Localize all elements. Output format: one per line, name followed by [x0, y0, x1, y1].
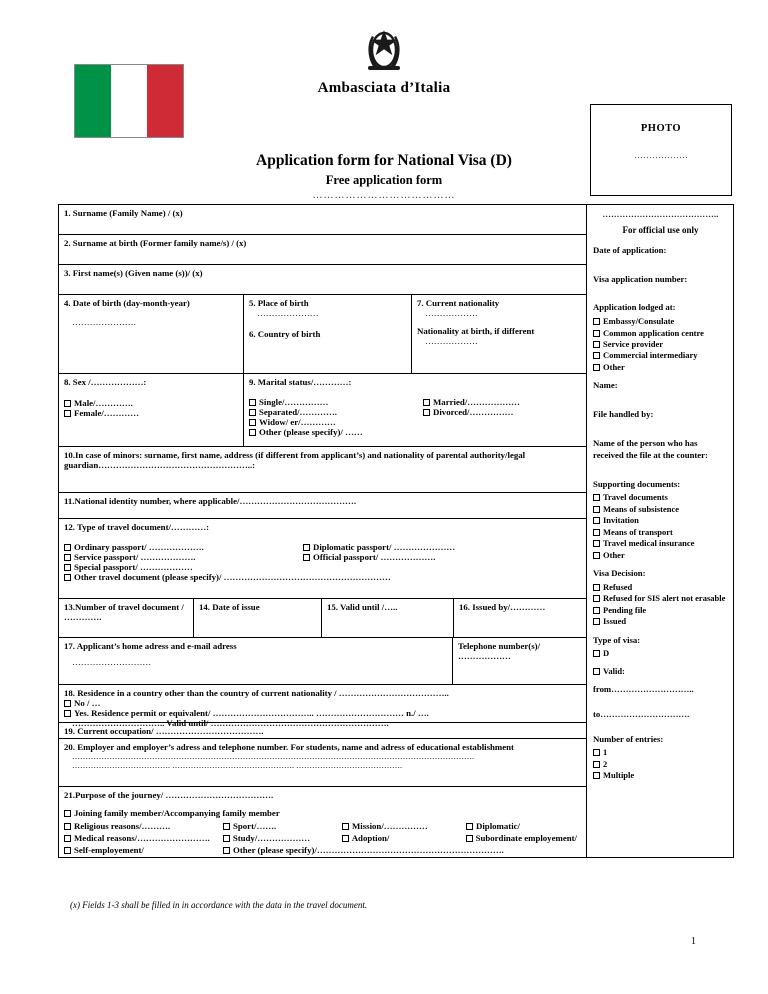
checkbox-official-passport[interactable]: Official passport/ ………………. — [303, 552, 435, 562]
checkbox-diplomatic[interactable]: Diplomatic/ — [466, 821, 520, 831]
checkbox-subordinate-employment[interactable]: Subordinate employement/ — [466, 833, 577, 843]
label-file-handled-by: File handled by: — [593, 409, 654, 420]
checkbox-icon[interactable] — [593, 529, 600, 536]
checkbox-mission[interactable]: Mission/…………… — [342, 821, 462, 831]
field-employer[interactable]: 20. Employer and employer’s adress and telephone number. For students, name and adress of educational establishment ……………………………………………………………………………………………………………………………………. ………………………………. ………………………………………. …………………………………. — [59, 739, 586, 787]
field-telephone-number[interactable]: Telephone number(s)/ ……………… — [458, 641, 541, 661]
label-type-of-visa: Type of visa: — [593, 634, 641, 645]
checkbox-embassy-consulate[interactable]: Embassy/Consulate — [593, 316, 728, 327]
residence-valid-until: ………………………….. Valid until/ ……………………………………………………. — [72, 718, 389, 728]
supporting-documents-options — [593, 492, 728, 561]
form-title: Application form for National Visa (D) — [256, 152, 512, 169]
checkbox-diplomatic-passport[interactable]: Diplomatic passport/ ………………… — [303, 542, 455, 552]
sex-marital-group — [59, 374, 586, 447]
checkbox-study[interactable]: Study/……………… — [223, 833, 338, 843]
field-surname[interactable]: 1. Surname (Family Name) / (x) — [59, 205, 586, 235]
label-date-of-application: Date of application: — [593, 245, 667, 256]
checkbox-married[interactable]: Married/……………… — [423, 397, 520, 407]
field-issued-by[interactable]: 16. Issued by/………… — [459, 602, 546, 612]
checkbox-icon[interactable] — [64, 574, 71, 581]
checkbox-icon[interactable] — [593, 330, 600, 337]
page-header — [0, 0, 768, 120]
label-valid-from: from……………………….. — [593, 684, 694, 695]
checkbox-icon[interactable] — [593, 552, 600, 559]
checkbox-icon[interactable] — [64, 400, 71, 407]
checkbox-icon[interactable] — [223, 847, 230, 854]
visa-validity — [593, 666, 728, 677]
checkbox-service-provider[interactable]: Service provider — [593, 339, 728, 350]
checkbox-commercial-intermediary[interactable]: Commercial intermediary — [593, 350, 728, 361]
field-date-of-birth[interactable]: 4. Date of birth (day-month-year) …………………. — [59, 295, 244, 373]
checkbox-invitation[interactable]: Invitation — [593, 515, 728, 526]
checkbox-icon[interactable] — [466, 823, 473, 830]
official-use-title: For official use only — [622, 225, 699, 236]
form-subtitle: Free application form — [325, 173, 443, 187]
label-number-of-entries: Number of entries: — [593, 733, 664, 744]
checkbox-icon[interactable] — [64, 847, 71, 854]
italian-emblem-icon — [0, 26, 768, 79]
checkbox-icon[interactable] — [593, 540, 600, 547]
field-first-names[interactable]: 3. First name(s) (Given name (s))/ (x) — [59, 265, 586, 295]
label-valid-to: to…………………………. — [593, 708, 690, 719]
checkbox-icon[interactable] — [64, 564, 71, 571]
checkbox-valid[interactable]: Valid: — [593, 666, 728, 677]
field-travel-document-number[interactable]: 13.Number of travel document / …………. — [59, 599, 194, 637]
page-number: 1 — [691, 936, 696, 947]
checkbox-icon[interactable] — [593, 584, 600, 591]
checkbox-widow[interactable]: Widow/ er/………… — [249, 417, 336, 427]
field-national-identity-number[interactable]: 11.National identity number, where applicable/…………………………………. — [59, 493, 586, 519]
checkbox-religious[interactable]: Religious reasons/………. — [64, 821, 219, 831]
checkbox-adoption[interactable]: Adoption/ — [342, 833, 462, 843]
checkbox-common-application-centre[interactable]: Common application centre — [593, 328, 728, 339]
checkbox-entries-2[interactable]: 2 — [593, 759, 728, 770]
field-current-nationality[interactable]: 7. Current nationality ……………… Nationality at birth, if different ……………… — [417, 298, 535, 346]
checkbox-icon[interactable] — [64, 544, 71, 551]
label-name: Name: — [593, 380, 618, 391]
checkbox-icon[interactable] — [223, 823, 230, 830]
checkbox-means-of-subsistence[interactable]: Means of subsistence — [593, 504, 728, 515]
checkbox-icon[interactable] — [64, 554, 71, 561]
field-home-address-email[interactable]: 17. Applicant’s home adress and e-mail adress ……………………… — [59, 638, 453, 684]
checkbox-icon[interactable] — [64, 835, 71, 842]
photo-label: PHOTO — [640, 123, 682, 134]
entries-options — [593, 747, 728, 781]
field-sex[interactable]: 8. Sex /………………: Male/…………. Female/………… — [59, 374, 244, 446]
travel-document-details-group — [59, 599, 586, 638]
checkbox-icon[interactable] — [64, 810, 71, 817]
checkbox-icon[interactable] — [223, 835, 230, 842]
field-type-of-travel-document[interactable]: 12. Type of travel document/…………: Ordinary passport/ ………………. Diplomatic passport/ ………………… Service passport/ ………………. Official passport/ ………………. Special passport/ ……………… Other travel document (please specify)/ ………………………………………………… — [59, 519, 586, 599]
checkbox-icon[interactable] — [593, 517, 600, 524]
checkbox-icon[interactable] — [64, 710, 71, 717]
birth-nationality-group — [59, 295, 586, 374]
checkbox-icon[interactable] — [64, 823, 71, 830]
checkbox-icon[interactable] — [249, 399, 256, 406]
checkbox-icon[interactable] — [466, 835, 473, 842]
checkbox-lodged-other[interactable]: Other — [593, 362, 728, 373]
form-title-dots: ………………………………… — [312, 190, 456, 201]
checkbox-entries-multiple[interactable]: Multiple — [593, 770, 728, 781]
checkbox-sport[interactable]: Sport/……. — [223, 821, 338, 831]
field-place-country-of-birth[interactable]: 5. Place of birth ………………… 6. Country of birth — [244, 295, 412, 373]
form-body — [58, 204, 734, 858]
type-of-visa-options — [593, 648, 728, 659]
checkbox-icon[interactable] — [593, 494, 600, 501]
photo-box — [590, 104, 732, 196]
checkbox-icon[interactable] — [593, 668, 600, 675]
footnote: (x) Fields 1-3 shall be filled in in accordance with the data in the travel document. — [70, 900, 368, 910]
checkbox-medical[interactable]: Medical reasons/……………………. — [64, 833, 219, 843]
lodged-at-options — [593, 316, 728, 373]
checkbox-supporting-other[interactable]: Other — [593, 550, 728, 561]
checkbox-icon[interactable] — [249, 419, 256, 426]
field-marital-status[interactable]: 9. Marital status/…………: Single/…………… Married/……………… Separated/…………. Divorced/…………… Widow/ er/………… Other (please specify)/ …… — [249, 377, 520, 437]
label-received-file-at-counter: Name of the person who has received the file at the counter: — [593, 437, 708, 461]
checkbox-joining-family[interactable]: Joining family member/Accompanying family member — [64, 808, 280, 818]
checkbox-ordinary-passport[interactable]: Ordinary passport/ ………………. — [64, 542, 299, 552]
checkbox-female[interactable]: Female/………… — [64, 408, 139, 418]
checkbox-entries-1[interactable]: 1 — [593, 747, 728, 758]
checkbox-special-passport[interactable]: Special passport/ ……………… — [64, 562, 193, 572]
checkbox-travel-documents[interactable]: Travel documents — [593, 492, 728, 503]
checkbox-residence-no[interactable]: No / … — [64, 698, 100, 708]
label-application-lodged-at: Application lodged at: — [593, 302, 676, 313]
checkbox-self-employment[interactable]: Self-employement/ — [64, 845, 219, 855]
checkbox-icon[interactable] — [342, 835, 349, 842]
field-date-of-issue[interactable]: 14. Date of issue — [194, 599, 322, 637]
label-visa-decision: Visa Decision: — [593, 568, 646, 579]
checkbox-purpose-other[interactable]: Other (please specify)/………………………………………………………. — [223, 845, 504, 855]
checkbox-separated[interactable]: Separated/…………. — [249, 407, 419, 417]
visa-decision-options — [593, 582, 728, 628]
checkbox-icon[interactable] — [249, 429, 256, 436]
checkbox-other-travel-document[interactable]: Other travel document (please specify)/ ………………………………………………… — [64, 572, 391, 582]
checkbox-icon[interactable] — [303, 544, 310, 551]
checkbox-means-of-transport[interactable]: Means of transport — [593, 527, 728, 538]
field-purpose-of-journey[interactable]: 21.Purpose of the journey/ ………………………………. Joining family member/Accompanying family member Religious reasons/………. Sport/……. Mission/…………… Diplomatic/ Medical reasons/……………………. Study/……………… Adoption/ Subordinate employement/ Self-employement/ Other (please specify)/………………………………………………………. — [64, 790, 577, 855]
checkbox-icon[interactable] — [593, 318, 600, 325]
checkbox-icon[interactable] — [64, 700, 71, 707]
checkbox-refused[interactable]: Refused — [593, 582, 728, 593]
field-surname-at-birth[interactable]: 2. Surname at birth (Former family name/s) / (x) — [59, 235, 586, 265]
checkbox-issued[interactable]: Issued — [593, 616, 728, 627]
checkbox-icon[interactable] — [593, 749, 600, 756]
embassy-title: Ambasciata d’Italia — [317, 80, 451, 96]
checkbox-icon[interactable] — [593, 650, 600, 657]
checkbox-icon[interactable] — [593, 618, 600, 625]
checkbox-divorced[interactable]: Divorced/…………… — [423, 407, 513, 417]
checkbox-icon[interactable] — [593, 772, 600, 779]
checkbox-icon[interactable] — [64, 410, 71, 417]
field-residence-other-country[interactable]: 18. Residence in a country other than the country of current nationality / ……………………………….. No / … Yes. Residence permit or equivalent/ …………………………….. ………………………… n./ …. ………………………….. Valid until/ ……………………………………………………. — [59, 685, 586, 723]
checkbox-icon[interactable] — [342, 823, 349, 830]
checkbox-icon[interactable] — [593, 595, 600, 602]
checkbox-icon[interactable] — [593, 607, 600, 614]
checkbox-marital-other[interactable]: Other (please specify)/ …… — [249, 427, 363, 437]
checkbox-service-passport[interactable]: Service passport/ ………………. — [64, 552, 299, 562]
field-minors-guardian[interactable]: 10.In case of minors: surname, first name, address (if different from applicant’s) and nationality of parental authority/legal guardian……………………………………………..: — [59, 447, 586, 493]
checkbox-icon[interactable] — [423, 409, 430, 416]
label-visa-application-number: Visa application number: — [593, 273, 688, 284]
checkbox-residence-yes[interactable]: Yes. Residence permit or equivalent/ …………………………….. ………………………… n./ …. — [64, 708, 429, 718]
official-use-section — [587, 205, 733, 857]
checkbox-icon[interactable] — [593, 761, 600, 768]
checkbox-travel-medical-insurance[interactable]: Travel medical insurance — [593, 538, 728, 549]
checkbox-male[interactable]: Male/…………. — [64, 398, 133, 408]
checkbox-single[interactable]: Single/…………… — [249, 397, 419, 407]
checkbox-icon[interactable] — [593, 341, 600, 348]
field-valid-until[interactable]: 15. Valid until /….. — [322, 599, 454, 637]
official-dots: ………………………………….. — [602, 210, 719, 219]
address-phone-group — [59, 638, 586, 685]
checkbox-visa-type-d[interactable]: D — [593, 648, 728, 659]
field-current-occupation[interactable]: 19. Current occupation/ ………………………………. — [59, 723, 586, 739]
label-supporting-documents: Supporting documents: — [593, 478, 681, 489]
checkbox-refused-sis-alert[interactable]: Refused for SIS alert not erasable — [593, 593, 728, 604]
photo-dots: ……………… — [634, 150, 688, 160]
checkbox-icon[interactable] — [423, 399, 430, 406]
checkbox-icon[interactable] — [593, 364, 600, 371]
applicant-section — [59, 205, 587, 857]
checkbox-pending-file[interactable]: Pending file — [593, 605, 728, 616]
checkbox-icon[interactable] — [593, 352, 600, 359]
checkbox-icon[interactable] — [593, 506, 600, 513]
checkbox-icon[interactable] — [303, 554, 310, 561]
checkbox-icon[interactable] — [249, 409, 256, 416]
